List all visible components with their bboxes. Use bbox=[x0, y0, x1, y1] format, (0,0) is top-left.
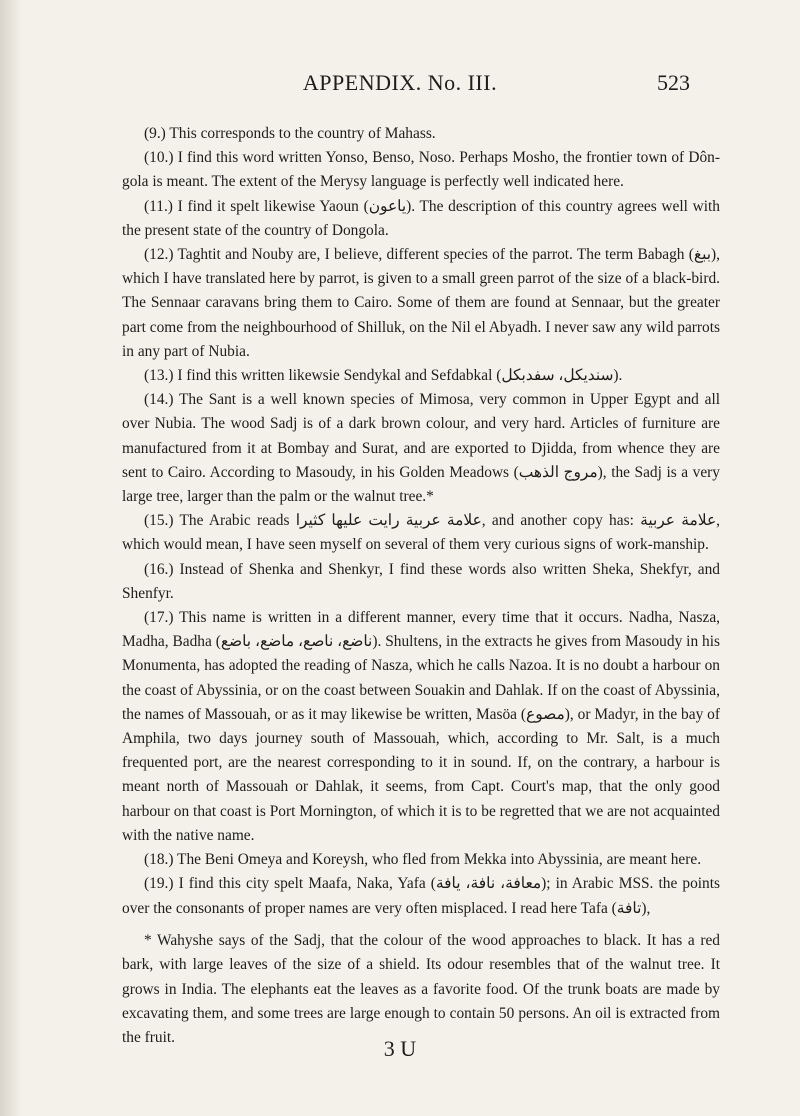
main-text bbox=[122, 122, 720, 1051]
running-header bbox=[0, 70, 800, 100]
note-16: (16.) Instead of Shenka and Shenkyr, I find these words also written Sheka, Shekfyr, and Shenfyr. bbox=[122, 560, 720, 602]
note-15: (15.) The Arabic reads علامة عربية رايت عليها كثيرا, and another copy has: علامة عربية, which would mean, I have seen myself on several of them very curious signs of work-manship. bbox=[122, 512, 720, 554]
note-12: (12.) Taghtit and Nouby are, I believe, different species of the parrot. The term Babagh (ببغ), which I have translated here by parrot, is given to a small green parrot of the size of a black-bird. The Sennaar caravans bring them to Cairo. Some of them are found at Sennaar, but the greater part come from the neighbourhood of Shilluk, on the Nil el Abyadh. I never saw any wild parrots in any part of Nubia. bbox=[122, 246, 720, 360]
footnote: * Wahyshe says of the Sadj, that the colour of the wood approaches to black. It has a red bark, with large leaves of the size of a shield. Its odour resembles that of the walnut tree. It grows in India. The elephants eat the leaves as a favorite food. Of the trunk boats are made by excavating them, and some trees are large enough to contain 50 persons. An oil is extracted from the fruit. bbox=[122, 931, 720, 1047]
note-11: (11.) I find it spelt likewise Yaoun (ياعون). The description of this country agrees well with the present state of the country of Dongola. bbox=[122, 197, 720, 239]
note-19: (19.) I find this city spelt Maafa, Naka, Yafa (معافة، نافة، يافة); in Arabic MSS. the points over the consonants of proper names are very often misplaced. I read here Tafa (تافة), bbox=[122, 875, 720, 917]
note-14: (14.) The Sant is a well known species of Mimosa, very common in Upper Egypt and all over Nubia. The wood Sadj is of a dark brown colour, and very hard. Articles of furniture are manufactured from it at Bombay and Surat, and are exported to Djidda, from whence they are sent to Cairo. According to Masoudy, in his Golden Meadows (مروج الذهب), the Sadj is a very large tree, larger than the palm or the walnut tree.* bbox=[122, 391, 721, 506]
note-9: (9.) This corresponds to the country of Mahass. bbox=[144, 125, 436, 142]
page-number: 523 bbox=[657, 70, 690, 95]
signature-mark: 3 U bbox=[383, 1036, 417, 1061]
note-13: (13.) I find this written likewsie Sendykal and Sefdabkal (سنديكل، سفدبكل). bbox=[144, 367, 623, 385]
header-title: APPENDIX. No. III. bbox=[302, 70, 498, 95]
note-17: (17.) This name is written in a different manner, every time that it occurs. Nadha, Nasza, Madha, Badha (ناضع، ناصع، ماضع، باضع). Shultens, in the extracts he gives from Masoudy in his Monumenta, has adopted the reading of Nasza, which he calls Nazoa. It is no doubt a harbour on the coast of Abyssinia, or on the coast between Souakin and Dahlak. If on the coast of Abyssinia, the names of Massouah, or as it may likewise be written, Masöa (مصوع), or Madyr, in the bay of Amphila, two days journey south of Massouah, which, according to Mr. Salt, is a much frequented port, are the nearest corresponding to it in sound. If, on the contrary, a harbour is meant north of Massouah or Dahlak, it seems, from Capt. Court's map, that the only good harbour on that coast is Port Mornington, of which it is to be regretted that we are not acquainted with the native name. bbox=[122, 609, 721, 844]
note-18: (18.) The Beni Omeya and Koreysh, who fled from Mekka into Abyssinia, are meant here. bbox=[144, 851, 702, 869]
page-gutter-shadow bbox=[0, 0, 22, 1116]
note-10: (10.) I find this word written Yonso, Benso, Noso. Perhaps Mosho, the frontier town of Dôn-gola is meant. The extent of the Merysy language is perfectly well indicated here. bbox=[122, 149, 720, 191]
